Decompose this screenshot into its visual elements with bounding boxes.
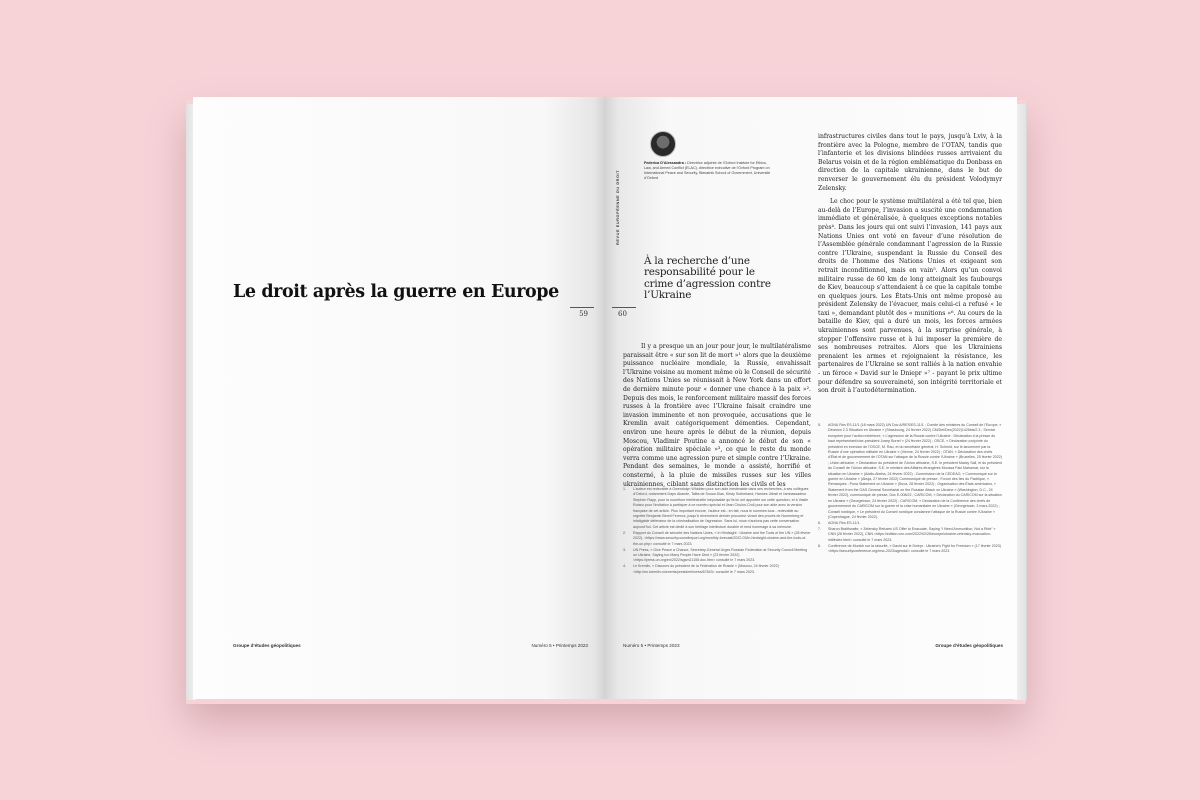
footnote: [623, 564, 811, 575]
footnote-text: AGNU Res ES-11/1.: [828, 520, 861, 525]
footnotes-column-2: [818, 423, 1002, 555]
section-label: REVUE EUROPÉENNE DU DROIT: [616, 169, 620, 245]
footnote-text: Rapport du Conseil de sécurité des Nations Unies, « In Hindsight : Ukraine and the Tools of the UN » (28 février 2022), <https://www.securitycouncilreport.org/monthly-forecast/2022-03/in-hindsight-ukraine-and-the-tools-of-the-un.php> consulté le 7 mars 2023.: [633, 530, 811, 546]
footnotes-column-1: [623, 487, 811, 576]
footnote-text: AGNU Res ES-11/1 (18 mars 2022) UN Doc A/RES/ES-11/1 ; Comité des ministres du Conseil de l’Europe, « Décision 2.3 Situation en Ukraine » (Strasbourg, 24 février 2022) CM/Del/Dec(2022)1426bis/2.3 ; Service européen pour l’action extérieure, « L’agression de la Russie contre l’Ukraine : Déclaration à la presse du haut représentant/vice-président Josep Borrel » (24 février 2022) ; OSCE, « Déclaration conjointe du président en exercice de l’OSCE, M. Rau, et du secrétaire général, H. Schmid, sur le lancement par la Russie d’une opération militaire en Ukraine » (Vienne, 24 février 2022) ; OTAN, « Déclaration des chefs d’État et de gouvernement de l’OTAN sur l’attaque de la Russie contre l’Ukraine » (Bruxelles, 25 février 2022) ; Union africaine, « Déclaration du président de l’Union africaine, S.E. le président Macky Sall, et du président du Conseil de l’Union africaine, S.E. le ministre des Affaires étrangères Moussa Faki Mahamat, sur la situation en Ukraine » (Addis-Abeba, 24 février 2022) ; Commission de la CEDEAO, « Communiqué sur la guerre en Ukraine » (Abuja, 27 février 2022) Communiqué de presse ; Forum des îles du Pacifique, « Remarques : Puna Statement on Ukraine » (Suva, 28 février 2022) ; Organisation des États américains, « Statement from the OAS General Secretariat on the Russian Attack on Ukraine » (Washington, D.C., 24 février 2022), communiqué de presse, Doc E-008/22 ; CARICOM, « Déclaration du CARICOM sur la situation en Ukraine » (Georgetown, 24 février 2022) ; CARICOM, « Déclaration de la Conférence des chefs de gouvernement du CARICOM sur la guerre et la crise humanitaire en Ukraine » (Georgetown, 3 mars 2022) ; Conseil nordique, « Le président du Conseil nordique condamne l’attaque de la Russie contre l’Ukraine » (Copenhague, 24 février 2022).: [828, 423, 1002, 519]
footnote: [818, 423, 1002, 520]
footnote: [623, 531, 811, 547]
author-bio: Federica D’Alessandra • Directrice adjointe de l’Oxford Institute for Ethics, Law, and Armed Conflict (ELAC), directrice exécutive de l’Oxford Program on International Peace and Security, Blavatnik School of Government, Université d’Oxford: [644, 161, 771, 181]
footer-issue-left: Numéro 5 • Printemps 2023: [531, 643, 588, 648]
footnote: [818, 527, 1002, 543]
folio-rule-right: [612, 307, 636, 308]
footnote-number: 8.: [818, 543, 821, 548]
footnote-text: UN Press, « Give Peace a Chance, Secretary-General Urges Russian Federation at Security Council Meeting on Ukraine, Saying too Many People Have Died » (23 février 2022) <https://press.un.org/en/2022/sgsm21155.doc.htm> consulté le 7 mars 2023.: [633, 547, 808, 563]
footnote: [623, 487, 811, 530]
footnote-text: Sharon Braithwaite, « Zelensky Refuses US Offer to Evacuate, Saying “I Need Ammunition, Not a Ride” » CNN (26 février 2022), CNN <https://edition.cnn.com/2022/02/26/europe/ukraine-zelensky-evacuation-intl/index.html> consulté le 7 mars 2023.: [828, 526, 996, 542]
left-page: [193, 97, 606, 699]
article-title: À la recherche d’une responsabilité pour le crime d’agression contre l’Ukraine: [644, 255, 771, 302]
footnote-number: 2.: [623, 530, 626, 535]
spread-title: Le droit après la guerre en Europe: [233, 282, 559, 302]
footnote-number: 3.: [623, 547, 626, 552]
footnote-number: 6.: [818, 520, 821, 525]
footnote-text: L’auteur est redevable à Gwendolyn Whidden pour son aide inestimable dans ses recherches, à ses collègues d’Oxford, notamment Dapo Akande, Talita de Souza Dias, Kirsty Sutherland, Hannes Jöbstl et l’ambassadeur Stephen Rapp, pour la nourriture intellectuelle inépuisable qu’ils lui ont apportée sur cette question, et à Vasile Rotaru pour l’invitation à participer à ce numéro spécial et Jean Chulon-Croll pour son aide avec la version française de cet article. Plus important encore, l’auteur est - en fait, nous le sommes tous - redevable au regretté Benjamin Berell Ferencz, jusqu’à récemment dernier procureur vivant des procès de Nuremberg et infatigable défenseur de la criminalisation de l’agression. Sans lui, nous n’aurions pas cette conversation aujourd’hui. Cet article est dédié à son héritage intellectuel durable et rend hommage à sa mémoire.: [633, 487, 809, 529]
footnote-number: 4.: [623, 564, 626, 569]
body-column-2: [818, 133, 1002, 401]
page-number-right: 60: [618, 310, 627, 318]
footnote-number: 5.: [818, 423, 821, 427]
footnote-text: Conférence de Munich sur la sécurité, « David sur le Dniepr : Ukraine’s Fight for Freedom » (17 février 2023) <https://securityconference.org/msc-2023/agenda/> consulté le 7 mars 2023.: [828, 543, 1001, 554]
footnote-number: 7.: [818, 526, 821, 531]
author-avatar: [650, 131, 676, 157]
body-paragraph: Le choc pour le système multilatéral a été tel que, bien au-delà de l’Europe, l’invasion a suscité une condamnation immédiate et généralisée, à quelques exceptions notables près⁴. Dans les jours qui ont suivi l’invasion, 141 pays aux Nations Unies ont voté en faveur d’une résolution de l’Assemblée générale condamnant l’agression de la Russie contre l’Ukraine, suspendant la Russie du Conseil des droits de l’homme des Nations Unies et exigeant son retrait inconditionnel, mais en vain⁵. Alors qu’un convoi militaire russe de 60 km de long atteignait les faubourgs de Kiev, beaucoup s’attendaient à ce que la capitale tombe en quelques jours. Les États-Unis ont même proposé au président Zelensky de l’évacuer, mais celui-ci a refusé « le taxi », demandant plutôt des « munitions »⁶. Au cours de la bataille de Kiev, qui a duré un mois, les forces armées ukrainiennes sont parvenues, à la surprise générale, à stopper l’offensive russe et à lui imposer la première de ses nombreuses retraites. Alors que les Ukrainiens prenaient les armes et rejoignaient la résistance, les partenaires de l’Ukraine se sont ralliés à la nation envahie - un féroce « David sur le Dniepr »⁷ - payant le prix ultime pour défendre sa souveraineté, son intégrité territoriale et son droit à l’autodétermination.: [818, 198, 1002, 395]
footer-publisher-left: Groupe d’études géopolitiques: [233, 643, 301, 648]
footnote: [623, 548, 811, 564]
footnote: [818, 544, 1002, 555]
folio-rule-left: [570, 307, 594, 308]
footer-issue-right: Numéro 5 • Printemps 2023: [623, 643, 680, 648]
body-column-1: [623, 343, 811, 494]
body-paragraph: Il y a presque un an jour pour jour, le multilatéralisme paraissait être « sur son lit de mort »¹ alors que la deuxième puissance nucléaire mondiale, la Russie, envahissait l’Ukraine voisine au moment même où le Conseil de sécurité des Nations Unies se réunissait à New York dans un effort de dernière minute pour « donner une chance à la paix »². Depuis des mois, le renforcement militaire massif des forces russes à la frontière avec l’Ukraine faisait craindre une invasion imminente et non provoquée, accusations que le Kremlin avait catégoriquement démenties. Cependant, environ une heure après le début de la réunion, depuis Moscou, Vladimir Poutine a annoncé le début de son « opération militaire spéciale »³, ce que le reste du monde verra comme une agression pure et simple contre l’Ukraine. Pendant des semaines, le monde a assisté, horrifié et consterné, à la pluie de missiles russes sur les villes ukrainiennes, ciblant sans distinction les civils et les: [623, 343, 811, 488]
right-page: [606, 97, 1017, 699]
author-name: Federica D’Alessandra: [644, 161, 684, 165]
footnote: [818, 521, 1002, 526]
footer-publisher-right: Groupe d’études géopolitiques: [935, 643, 1003, 648]
page-number-left: 59: [579, 310, 588, 318]
footnote-text: Le Kremlin, « Discours du président de la Fédération de Russie » (Moscou, 24 février 2022) <http://en.kremlin.ru/events/president/news/67843> consulté le 7 mars 2023.: [633, 564, 779, 574]
footnote-number: 1.: [623, 487, 626, 491]
body-paragraph: infrastructures civiles dans tout le pays, jusqu’à Lviv, à la frontière avec la Pologne, membre de l’OTAN, tandis que l’infanterie et les divisions blindées russes arrivaient du Belarus voisin et de la région emblématique du Donbass en direction de la capitale ukrainienne, dans le but de renverser le gouvernement élu du président Volodymyr Zelensky.: [818, 133, 1002, 192]
